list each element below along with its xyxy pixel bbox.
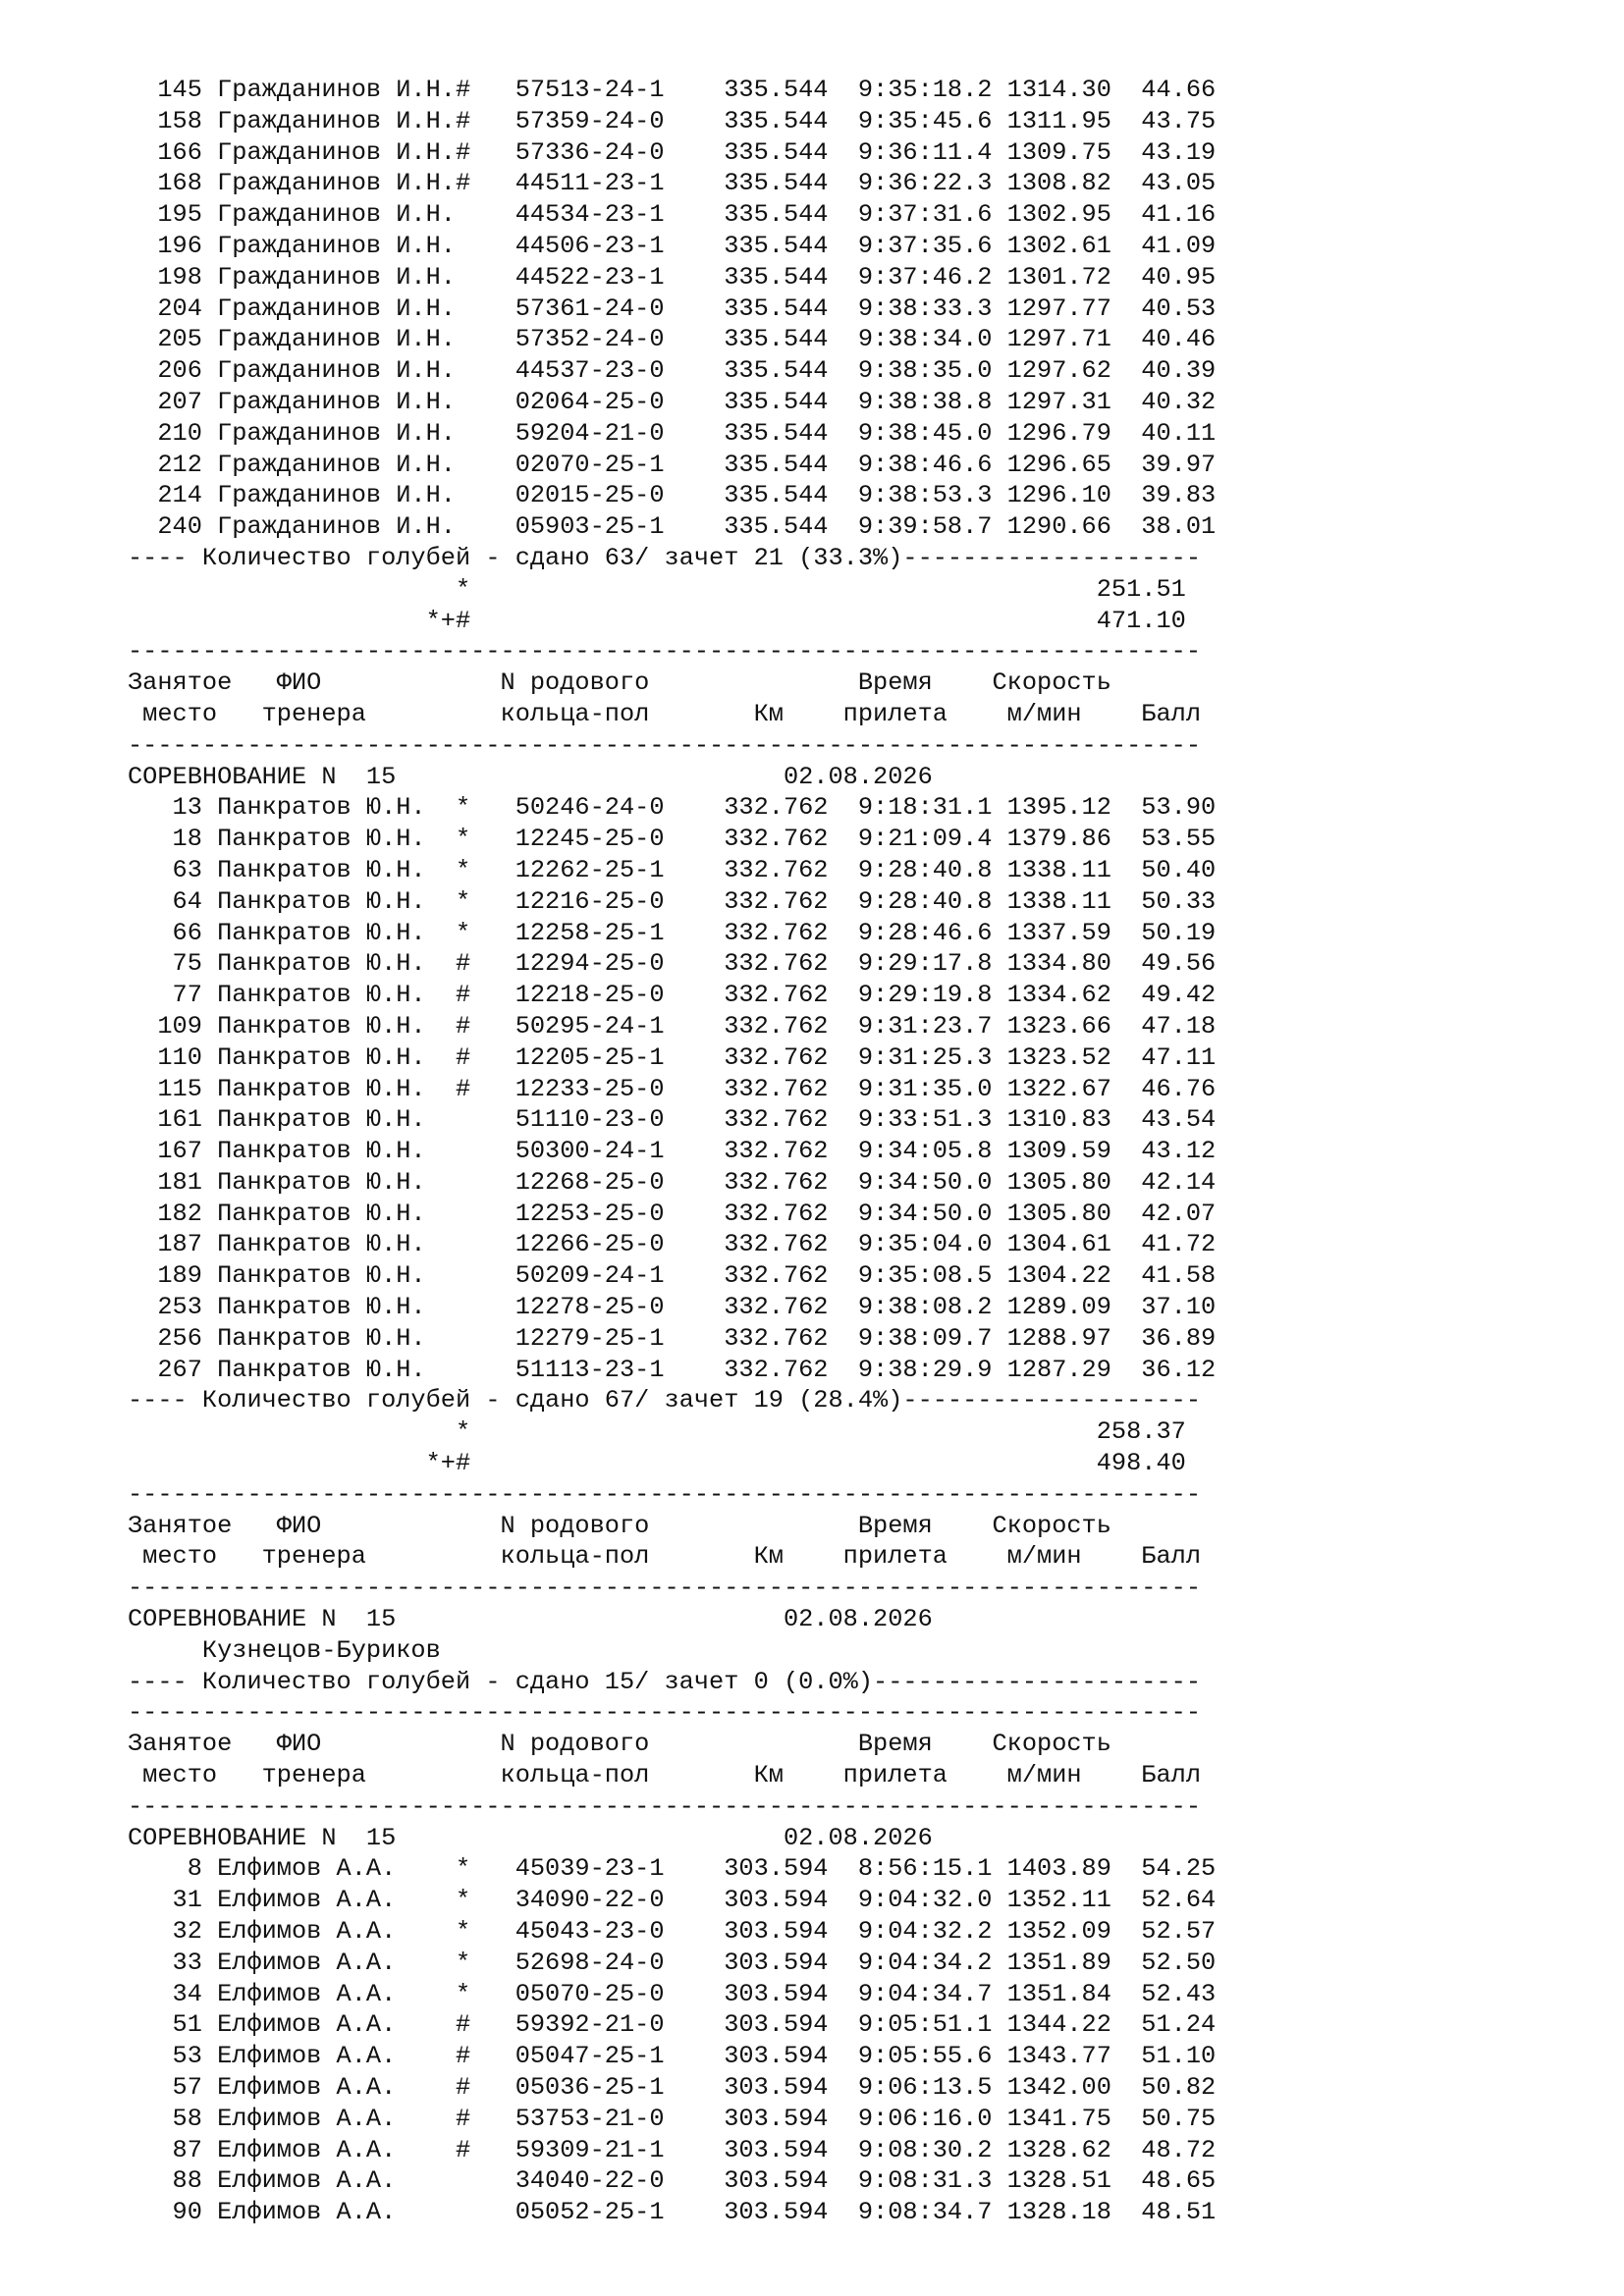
result-row: 66 Панкратов Ю.Н. * 12258-25-1 332.762 9:28:46.6 1337.59 50.19	[128, 918, 1217, 947]
separator-line: ------------------------------------------------------------------------	[128, 1479, 1202, 1509]
separator-line: ------------------------------------------------------------------------	[128, 1791, 1202, 1821]
result-row: 240 Гражданинов И.Н. 05903-25-1 335.544 9:39:58.7 1290.66 38.01	[128, 512, 1217, 542]
result-row: 33 Елфимов А.А. * 52698-24-0 303.594 9:04:34.2 1351.89 52.50	[128, 1948, 1217, 1977]
summary-line: ---- Количество голубей - сдано 15/ зачет 0 (0.0%)----------------------	[128, 1667, 1202, 1696]
column-header: Занятое ФИО N родового Время Скорость	[128, 1730, 1111, 1759]
result-row: 75 Панкратов Ю.Н. # 12294-25-0 332.762 9:29:17.8 1334.80 49.56	[128, 949, 1217, 979]
total-line: *+# 471.10	[128, 606, 1186, 635]
result-row: 267 Панкратов Ю.Н. 51113-23-1 332.762 9:38:29.9 1287.29 36.12	[128, 1355, 1217, 1384]
result-row: 87 Елфимов А.А. # 59309-21-1 303.594 9:08:30.2 1328.62 48.72	[128, 2135, 1217, 2164]
result-row: 167 Панкратов Ю.Н. 50300-24-1 332.762 9:34:05.8 1309.59 43.12	[128, 1137, 1217, 1166]
result-row: 161 Панкратов Ю.Н. 51110-23-0 332.762 9:33:51.3 1310.83 43.54	[128, 1105, 1217, 1135]
total-line: * 251.51	[128, 574, 1186, 604]
separator-line: ------------------------------------------------------------------------	[128, 730, 1202, 760]
total-line: * 258.37	[128, 1417, 1186, 1447]
result-row: 13 Панкратов Ю.Н. * 50246-24-0 332.762 9:18:31.1 1395.12 53.90	[128, 793, 1217, 823]
result-row: 182 Панкратов Ю.Н. 12253-25-0 332.762 9:34:50.0 1305.80 42.07	[128, 1199, 1217, 1228]
result-row: 18 Панкратов Ю.Н. * 12245-25-0 332.762 9:21:09.4 1379.86 53.55	[128, 825, 1217, 854]
result-row: 205 Гражданинов И.Н. 57352-24-0 335.544 9:38:34.0 1297.71 40.46	[128, 325, 1217, 354]
total-line: *+# 498.40	[128, 1449, 1186, 1478]
result-row: 256 Панкратов Ю.Н. 12279-25-1 332.762 9:38:09.7 1288.97 36.89	[128, 1323, 1217, 1353]
result-row: 214 Гражданинов И.Н. 02015-25-0 335.544 9:38:53.3 1296.10 39.83	[128, 481, 1217, 510]
result-row: 90 Елфимов А.А. 05052-25-1 303.594 9:08:34.7 1328.18 48.51	[128, 2198, 1217, 2227]
result-row: 168 Гражданинов И.Н.# 44511-23-1 335.544 9:36:22.3 1308.82 43.05	[128, 169, 1217, 198]
separator-line: ------------------------------------------------------------------------	[128, 1574, 1202, 1603]
result-row: 189 Панкратов Ю.Н. 50209-24-1 332.762 9:35:08.5 1304.22 41.58	[128, 1261, 1217, 1291]
result-row: 32 Елфимов А.А. * 45043-23-0 303.594 9:04:32.2 1352.09 52.57	[128, 1917, 1217, 1947]
summary-line: ---- Количество голубей - сдано 67/ зачет 19 (28.4%)--------------------	[128, 1386, 1202, 1415]
separator-line: ------------------------------------------------------------------------	[128, 1698, 1202, 1728]
result-row: 195 Гражданинов И.Н. 44534-23-1 335.544 9:37:31.6 1302.95 41.16	[128, 200, 1217, 230]
results-report	[128, 75, 1216, 2228]
result-row: 88 Елфимов А.А. 34040-22-0 303.594 9:08:31.3 1328.51 48.65	[128, 2166, 1217, 2196]
competition-header: СОРЕВНОВАНИЕ N 15 02.08.2026	[128, 1605, 933, 1634]
result-row: 166 Гражданинов И.Н.# 57336-24-0 335.544 9:36:11.4 1309.75 43.19	[128, 137, 1217, 167]
result-row: 198 Гражданинов И.Н. 44522-23-1 335.544 9:37:46.2 1301.72 40.95	[128, 262, 1217, 292]
result-row: 210 Гражданинов И.Н. 59204-21-0 335.544 9:38:45.0 1296.79 40.11	[128, 418, 1217, 448]
competition-header: СОРЕВНОВАНИЕ N 15 02.08.2026	[128, 762, 933, 791]
column-header: Занятое ФИО N родового Время Скорость	[128, 668, 1111, 698]
result-row: 58 Елфимов А.А. # 53753-21-0 303.594 9:06:16.0 1341.75 50.75	[128, 2104, 1217, 2133]
column-header: место тренера кольца-пол Км прилета м/мин Балл	[128, 1542, 1202, 1572]
result-row: 196 Гражданинов И.Н. 44506-23-1 335.544 9:37:35.6 1302.61 41.09	[128, 231, 1217, 260]
result-row: 110 Панкратов Ю.Н. # 12205-25-1 332.762 9:31:25.3 1323.52 47.11	[128, 1042, 1217, 1072]
result-row: 64 Панкратов Ю.Н. * 12216-25-0 332.762 9:28:40.8 1338.11 50.33	[128, 886, 1217, 916]
result-row: 109 Панкратов Ю.Н. # 50295-24-1 332.762 9:31:23.7 1323.66 47.18	[128, 1011, 1217, 1041]
result-row: 181 Панкратов Ю.Н. 12268-25-0 332.762 9:34:50.0 1305.80 42.14	[128, 1167, 1217, 1197]
result-row: 57 Елфимов А.А. # 05036-25-1 303.594 9:06:13.5 1342.00 50.82	[128, 2073, 1217, 2102]
column-header: Занятое ФИО N родового Время Скорость	[128, 1511, 1111, 1540]
result-row: 115 Панкратов Ю.Н. # 12233-25-0 332.762 9:31:35.0 1322.67 46.76	[128, 1074, 1217, 1103]
result-row: 63 Панкратов Ю.Н. * 12262-25-1 332.762 9:28:40.8 1338.11 50.40	[128, 855, 1217, 884]
result-row: 145 Гражданинов И.Н.# 57513-24-1 335.544 9:35:18.2 1314.30 44.66	[128, 76, 1217, 104]
summary-line: ---- Количество голубей - сдано 63/ зачет 21 (33.3%)--------------------	[128, 543, 1202, 572]
team-name: Кузнецов-Буриков	[128, 1635, 441, 1665]
column-header: место тренера кольца-пол Км прилета м/мин Балл	[128, 699, 1202, 728]
result-row: 187 Панкратов Ю.Н. 12266-25-0 332.762 9:35:04.0 1304.61 41.72	[128, 1230, 1217, 1259]
competition-header: СОРЕВНОВАНИЕ N 15 02.08.2026	[128, 1823, 933, 1852]
result-row: 158 Гражданинов И.Н.# 57359-24-0 335.544 9:35:45.6 1311.95 43.75	[128, 106, 1217, 135]
result-row: 204 Гражданинов И.Н. 57361-24-0 335.544 9:38:33.3 1297.77 40.53	[128, 294, 1217, 323]
result-row: 51 Елфимов А.А. # 59392-21-0 303.594 9:05:51.1 1344.22 51.24	[128, 2010, 1217, 2040]
result-row: 77 Панкратов Ю.Н. # 12218-25-0 332.762 9:29:19.8 1334.62 49.42	[128, 981, 1217, 1010]
result-row: 53 Елфимов А.А. # 05047-25-1 303.594 9:05:55.6 1343.77 51.10	[128, 2042, 1217, 2071]
column-header: место тренера кольца-пол Км прилета м/мин Балл	[128, 1761, 1202, 1790]
result-row: 206 Гражданинов И.Н. 44537-23-0 335.544 9:38:35.0 1297.62 40.39	[128, 356, 1217, 386]
result-row: 31 Елфимов А.А. * 34090-22-0 303.594 9:04:32.0 1352.11 52.64	[128, 1886, 1217, 1915]
result-row: 253 Панкратов Ю.Н. 12278-25-0 332.762 9:38:08.2 1289.09 37.10	[128, 1293, 1217, 1322]
result-row: 212 Гражданинов И.Н. 02070-25-1 335.544 9:38:46.6 1296.65 39.97	[128, 450, 1217, 479]
result-row: 8 Елфимов А.А. * 45039-23-1 303.594 8:56:15.1 1403.89 54.25	[128, 1854, 1217, 1884]
separator-line: ------------------------------------------------------------------------	[128, 637, 1202, 667]
result-row: 207 Гражданинов И.Н. 02064-25-0 335.544 9:38:38.8 1297.31 40.32	[128, 387, 1217, 416]
result-row: 34 Елфимов А.А. * 05070-25-0 303.594 9:04:34.7 1351.84 52.43	[128, 1979, 1217, 2008]
